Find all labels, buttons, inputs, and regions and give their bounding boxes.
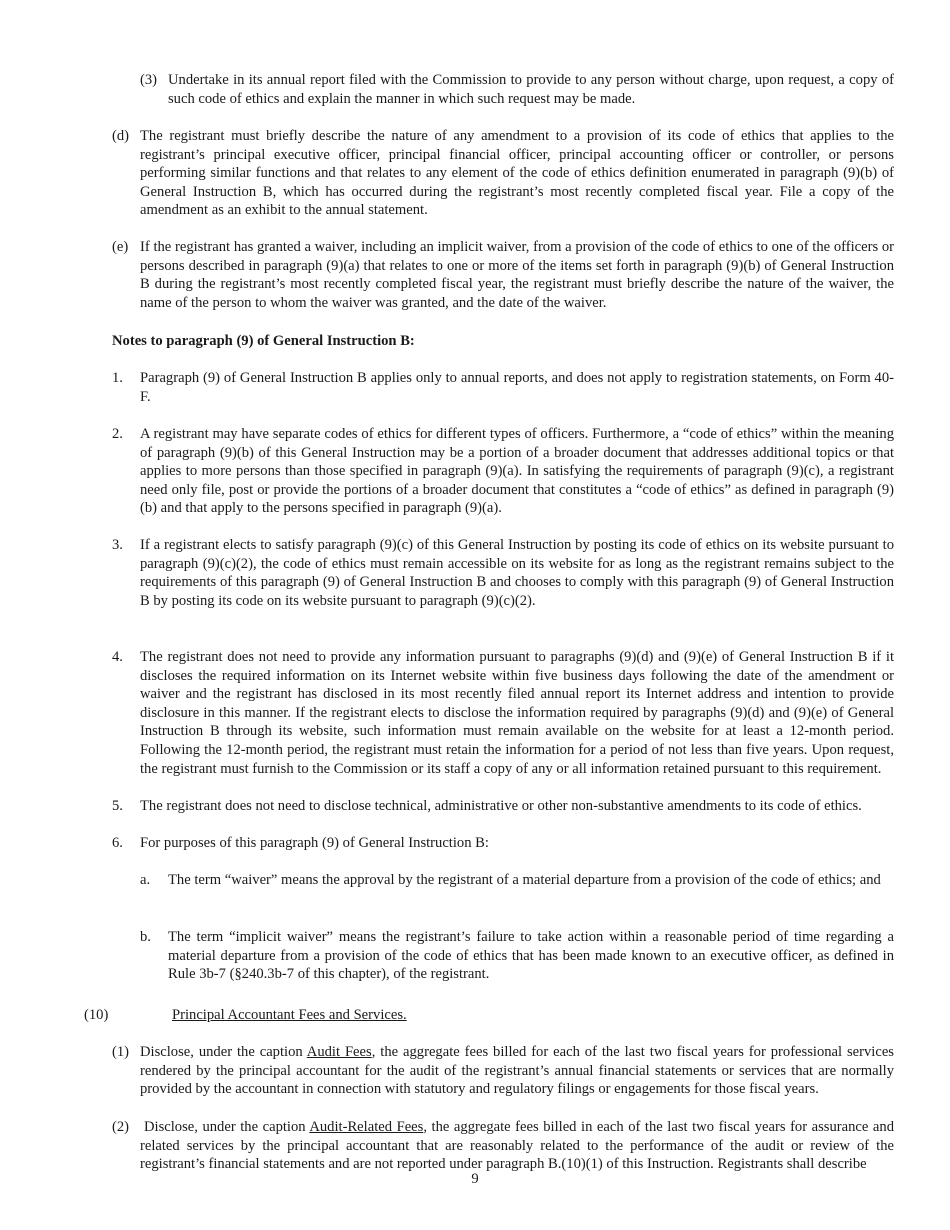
subnote-label: a. xyxy=(140,872,151,888)
paragraph-e: If the registrant has granted a waiver, including an implicit waiver, from a provision of the code of ethics to one of the officers or persons described in paragraph (9)(a) that relates to one or more of the items set forth in paragraph (9)(b) of General Instruction B during the registrant’s most recently completed fiscal year, the registrant must briefly describe the nature of the waiver, the name of the person to whom the waiver was granted, and the date of the waiver. xyxy=(140,239,894,311)
page-number: 9 xyxy=(471,1171,479,1187)
note-3: If a registrant elects to satisfy paragraph (9)(c) of this General Instruction by posting its code of ethics on its website pursuant to paragraph (9)(c)(2), the code of ethics must remain accessible on its website for as long as the registrant remains subject to the requirements of this paragraph (9) of General Instruction B and chooses to comply with this paragraph (9) of General Instruction B by posting its code on its website pursuant to paragraph (9)(c)(2). xyxy=(140,537,894,609)
paragraph-d: The registrant must briefly describe the nature of any amendment to a provision of its code of ethics that applies to the registrant’s principal executive officer, principal financial officer, principal accounting officer or controller, or persons performing similar functions and that relates to any element of the code of ethics definition enumerated in paragraph (9)(b) of General Instruction B, which has occurred during the registrant’s most recently completed fiscal year. File a copy of the amendment as an exhibit to the annual statement. xyxy=(140,128,894,219)
text-run: Disclose, under the caption xyxy=(144,1119,310,1135)
note-6: For purposes of this paragraph (9) of General Instruction B: xyxy=(140,835,489,851)
note-6a: The term “waiver” means the approval by the registrant of a material departure from a provision of the code of ethics; and xyxy=(168,872,881,888)
paragraph-audit-related-fees xyxy=(140,1118,894,1174)
text-run: , the aggregate fees billed in each of the last two fiscal years for assurance and related services by the principal accountant that are reasonably related to the performance of the audit or review of the registrant’s financial statements and are not reported under paragraph B.(10)(1) of this Instruction. Registrants shall describe xyxy=(140,1119,894,1173)
note-6b: The term “implicit waiver” means the registrant’s failure to take action within a reasonable period of time regarding a material departure from a provision of the code of ethics that has been made known to an executive officer, as defined in Rule 3b-7 (§240.3b-7 of this chapter), of the registrant. xyxy=(168,929,894,983)
note-5: The registrant does not need to disclose technical, administrative or other non-substantive amendments to its code of ethics. xyxy=(140,798,862,814)
caption-audit-fees: Audit Fees xyxy=(306,1044,372,1060)
notes-heading: Notes to paragraph (9) of General Instruction B: xyxy=(112,333,415,349)
item-label: (1) xyxy=(112,1044,130,1060)
note-label: 1. xyxy=(112,370,123,386)
paragraph-audit-fees xyxy=(140,1043,894,1099)
text-run: Disclose, under the caption xyxy=(140,1044,307,1060)
note-label: 2. xyxy=(112,426,123,442)
note-label: 6. xyxy=(112,835,123,851)
caption-audit-related-fees: Audit-Related Fees xyxy=(309,1119,424,1135)
note-2: A registrant may have separate codes of ethics for different types of officers. Furthermore, a “code of ethics” within the meaning of paragraph (9)(b) of this General Instruction may be a portion of a broader document that addresses additional topics or that applies to more persons than those specified in paragraph (9)(a). In satisfying the requirements of paragraph (9)(c), a registrant need only file, post or provide the portions of a broader document that constitutes a “code of ethics” as defined in paragraph (9)(b) and that apply to the persons specified in paragraph (9)(a). xyxy=(140,426,894,517)
note-4: The registrant does not need to provide any information pursuant to paragraphs (9)(d) and (9)(e) of General Instruction B if it discloses the required information on its Internet website within five business days following the date of the amendment or waiver and the registrant has disclosed in its most recently filed annual report its Internet address and intention to provide disclosure in this manner. If the registrant elects to disclose the information required by paragraphs (9)(d) and (9)(e) of General Instruction B through its website, such information must remain available on the website for at least a 12-month period. Following the 12-month period, the registrant must retain the information for a period of not less than five years. Upon request, the registrant must furnish to the Commission or its staff a copy of any or all information retained pursuant to this requirement. xyxy=(140,649,894,777)
text-run: , the aggregate fees billed for each of the last two fiscal years for professional services rendered by the principal accountant for the audit of the registrant’s annual financial statements or services that are normally provided by the accountant in connection with statutory and regulatory filings or engagements for those fiscal years. xyxy=(140,1044,894,1098)
item-label: (2) xyxy=(112,1119,130,1135)
item-label: (d) xyxy=(112,128,130,144)
section-label: (10) xyxy=(84,1007,109,1023)
item-label: (e) xyxy=(112,239,129,255)
paragraph-c3: Undertake in its annual report filed with the Commission to provide to any person without charge, upon request, a copy of such code of ethics and explain the manner in which such request may be made. xyxy=(168,72,894,107)
section-title: Principal Accountant Fees and Services. xyxy=(172,1007,407,1023)
note-label: 3. xyxy=(112,537,123,553)
subnote-label: b. xyxy=(140,929,151,945)
item-label: (3) xyxy=(140,72,158,88)
note-label: 5. xyxy=(112,798,123,814)
note-label: 4. xyxy=(112,649,123,665)
note-1: Paragraph (9) of General Instruction B applies only to annual reports, and does not apply to registration statements, on Form 40-F. xyxy=(140,370,894,405)
